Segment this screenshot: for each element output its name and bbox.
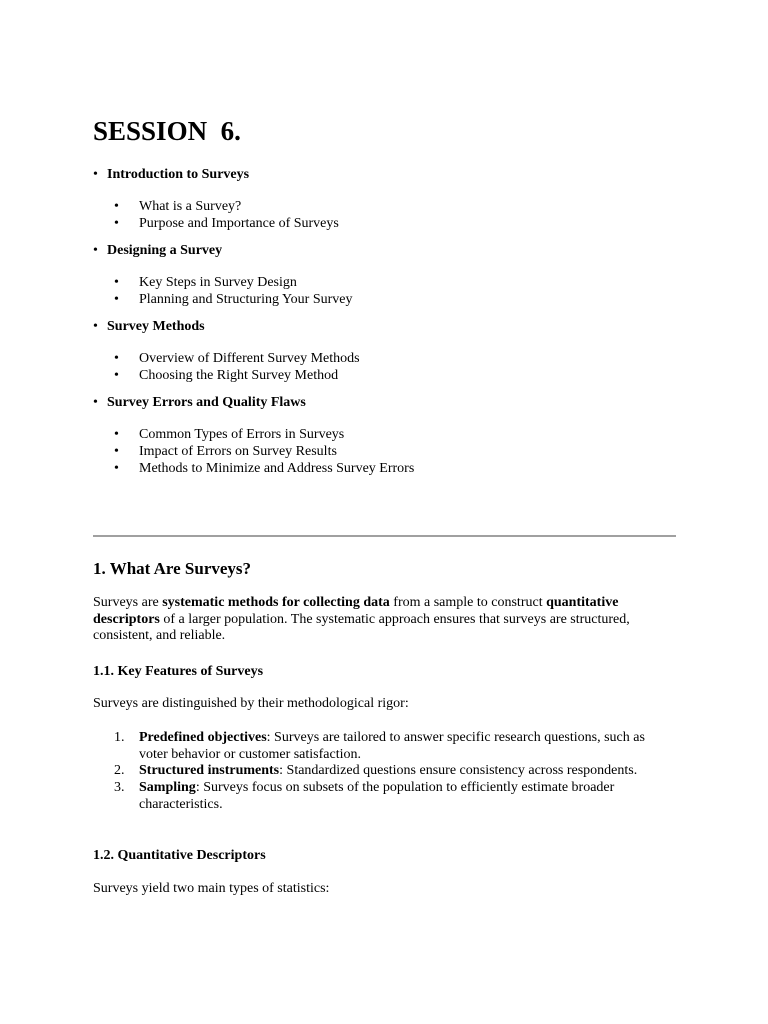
section-heading: 1. What Are Surveys? <box>93 559 252 578</box>
bullet-icon: • <box>114 275 119 290</box>
outline-subitem <box>93 443 676 460</box>
outline-heading <box>93 392 676 414</box>
outline-subitem-text: Choosing the Right Survey Method <box>139 368 339 383</box>
outline-subitem <box>93 198 676 215</box>
outline-heading <box>93 316 676 338</box>
bullet-icon: • <box>114 444 119 459</box>
list-number: 1. <box>114 730 125 745</box>
bullet-icon: • <box>93 167 98 182</box>
list-text: : Standardized questions ensure consistency across respondents. <box>279 763 638 779</box>
outline-subitems <box>93 350 676 384</box>
intro-text: Surveys are <box>93 595 163 610</box>
bullet-icon: • <box>114 199 119 214</box>
outline-subitem <box>93 274 676 291</box>
outline-heading <box>93 164 676 186</box>
subsection-heading: 1.2. Quantitative Descriptors <box>93 848 266 863</box>
outline-subitem <box>93 215 676 232</box>
bullet-icon: • <box>114 292 119 307</box>
list-item <box>93 763 676 780</box>
outline-section <box>93 392 676 477</box>
bullet-icon: • <box>93 243 98 258</box>
outline-subitem <box>93 460 676 477</box>
intro-text: of a larger population. The systematic approach ensures that surveys are structured, consistent, and reliable. <box>93 611 630 644</box>
outline-section <box>93 316 676 384</box>
outline-heading-text: Designing a Survey <box>107 243 223 258</box>
list-item <box>93 730 676 763</box>
outline-subitem <box>93 367 676 384</box>
outline-subitem <box>93 350 676 367</box>
bullet-icon: • <box>114 368 119 383</box>
horizontal-rule <box>93 535 676 537</box>
outline-heading-text: Introduction to Surveys <box>107 167 250 182</box>
bullet-icon: • <box>114 427 119 442</box>
outline-heading <box>93 240 676 262</box>
outline-heading-text: Survey Methods <box>107 319 205 334</box>
outline-subitem-text: Purpose and Importance of Surveys <box>139 216 339 231</box>
list-number: 3. <box>114 780 125 796</box>
outline-subitem-text: Key Steps in Survey Design <box>139 275 297 290</box>
outline-subitem <box>93 426 676 443</box>
intro-text: from a sample to construct <box>389 595 547 610</box>
outline-subitem-text: Planning and Structuring Your Survey <box>139 292 353 307</box>
outline-subitem-text: Methods to Minimize and Address Survey Errors <box>139 461 415 476</box>
intro-paragraph <box>93 595 676 645</box>
subsection-lead: Surveys yield two main types of statistics: <box>93 881 330 896</box>
list-text: : Surveys focus on subsets of the population to efficiently estimate broader characteristics. <box>139 780 615 812</box>
bullet-icon: • <box>114 216 119 231</box>
outline-subitem-text: What is a Survey? <box>139 199 242 214</box>
outline-heading-text: Survey Errors and Quality Flaws <box>107 395 306 410</box>
outline-subitems <box>93 426 676 477</box>
outline-subitems <box>93 274 676 308</box>
list-item <box>93 780 676 813</box>
outline-section <box>93 240 676 308</box>
subsection-heading: 1.1. Key Features of Surveys <box>93 664 264 679</box>
outline-subitem-text: Overview of Different Survey Methods <box>139 351 360 366</box>
list-term: Predefined objectives <box>139 730 267 745</box>
session-outline <box>93 164 676 485</box>
list-number: 2. <box>114 763 125 779</box>
list-term: Structured instruments <box>139 763 280 779</box>
intro-emphasis: systematic methods for collecting data <box>162 595 390 610</box>
key-features-list <box>93 730 676 814</box>
intro-emphasis: quantitative descriptors <box>93 595 619 627</box>
outline-subitems <box>93 198 676 232</box>
subsection-lead: Surveys are distinguished by their methodological rigor: <box>93 696 409 711</box>
outline-subitem-text: Common Types of Errors in Surveys <box>139 427 345 442</box>
outline-section <box>93 164 676 232</box>
outline-subitem <box>93 291 676 308</box>
bullet-icon: • <box>114 461 119 476</box>
bullet-icon: • <box>93 319 98 334</box>
outline-subitem-text: Impact of Errors on Survey Results <box>139 444 337 459</box>
list-text: : Surveys are tailored to answer specific research questions, such as voter behavior or customer satisfaction. <box>139 730 645 762</box>
bullet-icon: • <box>114 351 119 366</box>
bullet-icon: • <box>93 395 98 410</box>
list-term: Sampling <box>139 780 196 796</box>
page-title: SESSION 6. <box>93 116 241 146</box>
